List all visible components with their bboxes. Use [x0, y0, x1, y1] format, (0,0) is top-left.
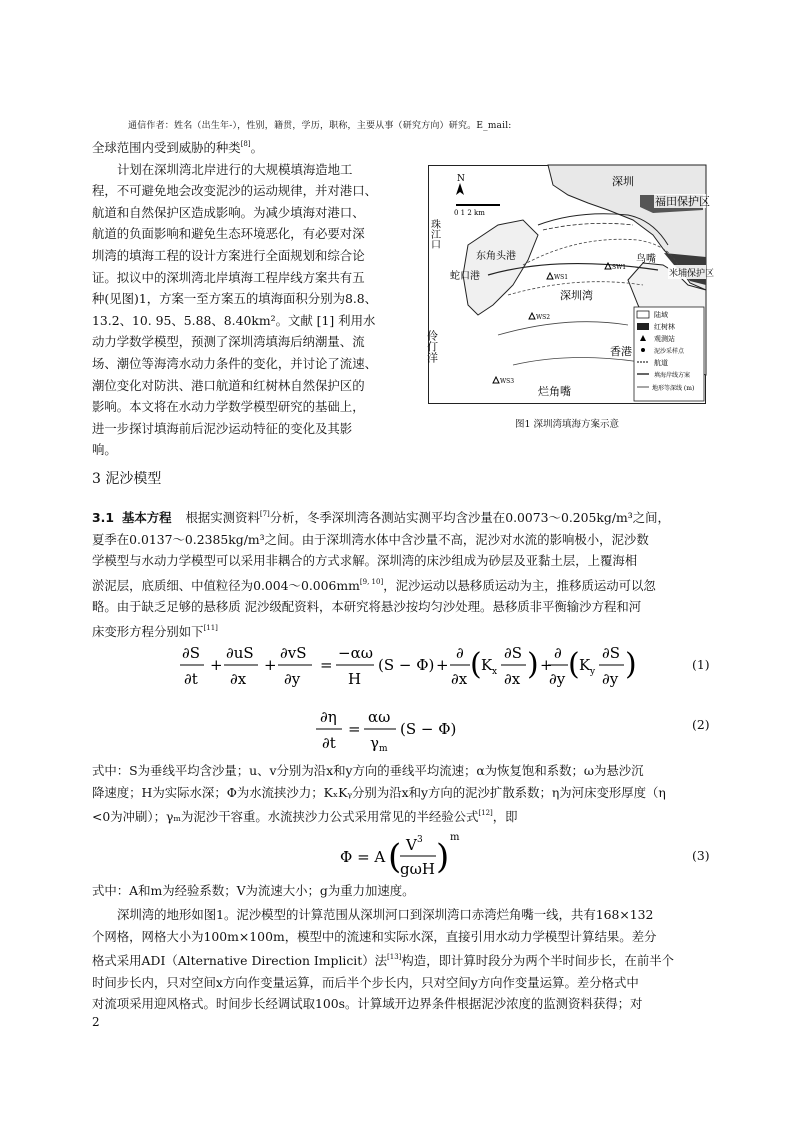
svg-text:H: H [348, 670, 362, 688]
label-shekou-port: 蛇口港 [450, 271, 480, 282]
label-hong-kong: 香港 [610, 345, 632, 358]
svg-text:x: x [492, 667, 498, 677]
left-line-9: 动力学数学模型，预测了深圳湾填海后纳潮量、流 [92, 334, 365, 350]
label-shenzhen-bay: 深圳湾 [560, 289, 593, 302]
svg-text:∂η: ∂η [320, 708, 337, 726]
closing-line-2: 格式采用ADI（Alternative Direction Implicit）法[13]构造，即计算时段分为两个半时间步长，在前半个 [92, 953, 675, 969]
legend-sampling: 泥沙采样点 [654, 348, 685, 355]
svg-text:∂: ∂ [554, 644, 562, 662]
left-line-11: 潮位变化对防洪、港口航道和红树林自然保护区的 [92, 377, 365, 393]
legend-station: 观测站 [654, 335, 675, 343]
svg-text:+: + [540, 656, 553, 674]
label-shenzhen: 深圳 [612, 175, 634, 188]
svg-text:m: m [379, 744, 388, 754]
explain-line-1: 降速度；H为实际水深；Φ为水流挟沙力；KₓKᵧ分别为沿x和y方向的泥沙扩散系数；η为河床变形厚度（η [92, 784, 666, 800]
svg-text:+: + [436, 656, 449, 674]
left-column-text [92, 134, 422, 461]
equation-1-number: (1) [692, 657, 710, 672]
equation-2 [316, 702, 466, 756]
svg-text:V: V [406, 836, 417, 854]
para-line-2: 学模型与水动力学模型可以采用非耦合的方式求解。深圳湾的床沙组成为砂层及亚黏土层，上覆海相 [92, 553, 638, 569]
equation-1 [180, 636, 600, 696]
svg-text:+: + [264, 656, 277, 674]
legend-contour: 地形等深线 (m) [652, 385, 695, 392]
equation-2-number: (2) [692, 717, 710, 732]
svg-text:): ) [527, 647, 539, 682]
svg-text:∂t: ∂t [184, 670, 198, 688]
svg-text:∂S: ∂S [504, 644, 523, 662]
station-label: WS3 [500, 378, 515, 385]
station-label: SW1 [612, 264, 627, 271]
para-line-1: 夏季在0.0137～0.2385kg/m³之间。由于深圳湾水体中含沙量不高，泥沙对水流的影响极小，泥沙数 [92, 531, 649, 547]
para-line-3: 淤泥层，底质细、中值粒径为0.004～0.006mm[9, 10]，泥沙运动以悬移质运动为主，推移质运动可以忽 [92, 577, 656, 593]
svg-text:m: m [450, 832, 460, 843]
closing-line-0: 深圳湾的地形如图1。泥沙模型的计算范围从深圳河口到深圳湾口赤湾烂角嘴一线，共有168×132 [117, 907, 654, 922]
page-number: 2 [92, 1015, 100, 1029]
station-label: WS2 [536, 314, 551, 321]
legend-mangrove: 红树林 [654, 323, 675, 331]
figure-caption: 图1 深圳湾填海方案示意 [514, 419, 620, 430]
svg-text:(: ( [388, 837, 402, 877]
para-line-5: 床变形方程分别如下[11] [92, 623, 218, 639]
left-line-0: 全球范围内受到威胁的种类[8]。 [92, 140, 263, 155]
left-line-14: 响。 [92, 442, 117, 458]
svg-text:(: ( [470, 647, 482, 682]
svg-text:∂t: ∂t [322, 734, 336, 752]
left-line-7: 种(见图)1，方案一至方案五的填海面积分别为8.8、 [92, 291, 378, 307]
svg-text:∂y: ∂y [284, 670, 301, 688]
explain-line-2: <0为冲刷）；γₘ为泥沙干容重。水流挟沙力公式采用常见的半经验公式[12]，即 [92, 809, 518, 825]
map-svg [425, 165, 715, 404]
left-line-8: 13.2、10. 95、5.88、8.40km²。文献 [1] 利用水 [92, 312, 376, 328]
svg-text:=: = [320, 656, 333, 674]
svg-text:gωH: gωH [400, 860, 435, 878]
citation: [13] [387, 953, 402, 962]
svg-text:Φ = A: Φ = A [340, 848, 386, 866]
svg-text:y: y [590, 667, 596, 677]
shenzhen-bay-map-figure [425, 165, 715, 404]
scale-label: 0 1 2 km [454, 209, 485, 217]
svg-text:∂y: ∂y [549, 670, 566, 688]
station-label: WS1 [554, 274, 569, 281]
left-line-3: 航道和自然保护区造成影响。为减少填海对港口、 [92, 204, 365, 220]
svg-text:+: + [210, 656, 223, 674]
legend-reclamation: 填海岸线方案 [654, 372, 691, 379]
equation-3 [340, 826, 480, 886]
citation: [12] [478, 809, 493, 818]
label-lingdingyang: 伶仃洋 [425, 330, 439, 363]
svg-text:−αω: −αω [338, 644, 373, 662]
svg-text:): ) [625, 647, 637, 682]
para-line-0: 3.1 基本方程 根据实测资料[7]分析，冬季深圳湾各测站实测平均含沙量在0.0073～0.205kg/m³之间， [92, 510, 670, 525]
svg-text:∂uS: ∂uS [226, 644, 254, 662]
svg-text:∂x: ∂x [230, 670, 247, 688]
closing-line-3: 时间步长内，只对空间x方向作变量运算，而后半个步长内，只对空间y方向作变量运算。差分格式中 [92, 974, 639, 990]
left-line-12: 影响。本文将在水动力学数学模型研究的基础上， [92, 399, 365, 415]
svg-text:∂S: ∂S [602, 644, 621, 662]
subsection-title: 基本方程 [121, 510, 172, 525]
svg-text:(S − Φ): (S − Φ) [378, 656, 435, 674]
label-lanjiaozui: 烂角嘴 [538, 385, 571, 398]
closing-line-1: 个网格，网格大小为100m×100m，模型中的流速和实际水深，直接引用水动力学模型计算结果。差分 [92, 928, 657, 944]
svg-text:αω: αω [368, 708, 391, 726]
label-pearl-river-mouth: 珠江口 [428, 219, 440, 249]
label-futian-reserve: 福田保护区 [655, 195, 710, 208]
svg-text:K: K [481, 656, 493, 674]
svg-text:(S − Φ): (S − Φ) [400, 720, 457, 738]
citation: [8] [240, 140, 251, 148]
svg-text:∂x: ∂x [451, 670, 468, 688]
svg-text:∂S: ∂S [182, 644, 201, 662]
equation-3-number: (3) [692, 848, 710, 863]
svg-text:∂x: ∂x [504, 670, 521, 688]
svg-text:γ: γ [370, 734, 379, 752]
explain-line-0: 式中：S为垂线平均含沙量；u、v分别为沿x和y方向的垂线平均流速；α为恢复饱和系数；ω为悬沙沉 [92, 763, 644, 778]
closing-line-4: 对流项采用迎风格式。时间步长经调试取100s。计算域开边界条件根据泥沙浓度的监测资料获得；对 [92, 996, 643, 1012]
left-line-6: 证。拟议中的深圳湾北岸填海工程岸线方案共有五 [92, 269, 365, 285]
left-line-5: 圳湾的填海工程的设计方案进行全面规划和综合论 [92, 247, 365, 263]
section-title: 3 泥沙模型 [92, 471, 162, 487]
label-niaozui: 鸟嘴 [636, 254, 656, 265]
coefficients-explanation: 式中：A和m为经验系数；V为流速大小；g为重力加速度。 [92, 883, 415, 898]
model-description-paragraph [92, 904, 712, 1015]
svg-text:∂y: ∂y [602, 670, 619, 688]
equation-1-cont [548, 636, 678, 696]
svg-text:∂vS: ∂vS [280, 644, 307, 662]
label-dongjiaotou-port: 东角头港 [476, 251, 516, 262]
svg-text:K: K [579, 656, 591, 674]
corresponding-author-note: 通信作者：姓名（出生年-），性别，籍贯，学历，职称，主要从事（研究方向）研究。E_mail: [128, 121, 512, 131]
svg-text:): ) [436, 837, 450, 877]
north-label: N [457, 174, 465, 184]
svg-text:3: 3 [417, 835, 423, 845]
basic-equations-paragraph [92, 504, 712, 643]
citation: [9, 10] [359, 577, 384, 586]
para-line-4: 略。由于缺乏足够的悬移质 泥沙级配资料，本研究将悬沙按均匀沙处理。悬移质非平衡输沙方程和河 [92, 599, 642, 615]
left-line-1: 计划在深圳湾北岸进行的大规模填海造地工 [117, 161, 353, 177]
citation: [11] [203, 623, 218, 632]
legend-channel: 航道 [654, 359, 668, 367]
legend-land: 陆域 [654, 311, 668, 319]
map-legend [634, 307, 704, 401]
left-line-2: 程，不可避免地会改变泥沙的运动规律，并对港口、 [92, 183, 377, 199]
svg-text:∂: ∂ [456, 644, 464, 662]
citation: [7] [259, 510, 270, 518]
symbol-explanation [92, 760, 712, 828]
left-line-10: 场、潮位等海湾水动力条件的变化，并讨论了流速、 [92, 355, 377, 371]
label-maipo-reserve: 米埔保护区 [669, 269, 715, 279]
svg-text:(: ( [568, 647, 580, 682]
left-line-13: 进一步探讨填海前后泥沙运动特征的变化及其影 [92, 420, 353, 436]
left-line-4: 航道的负面影响和避免生态环境恶化，有必要对深 [92, 226, 365, 242]
svg-text:=: = [348, 720, 361, 738]
